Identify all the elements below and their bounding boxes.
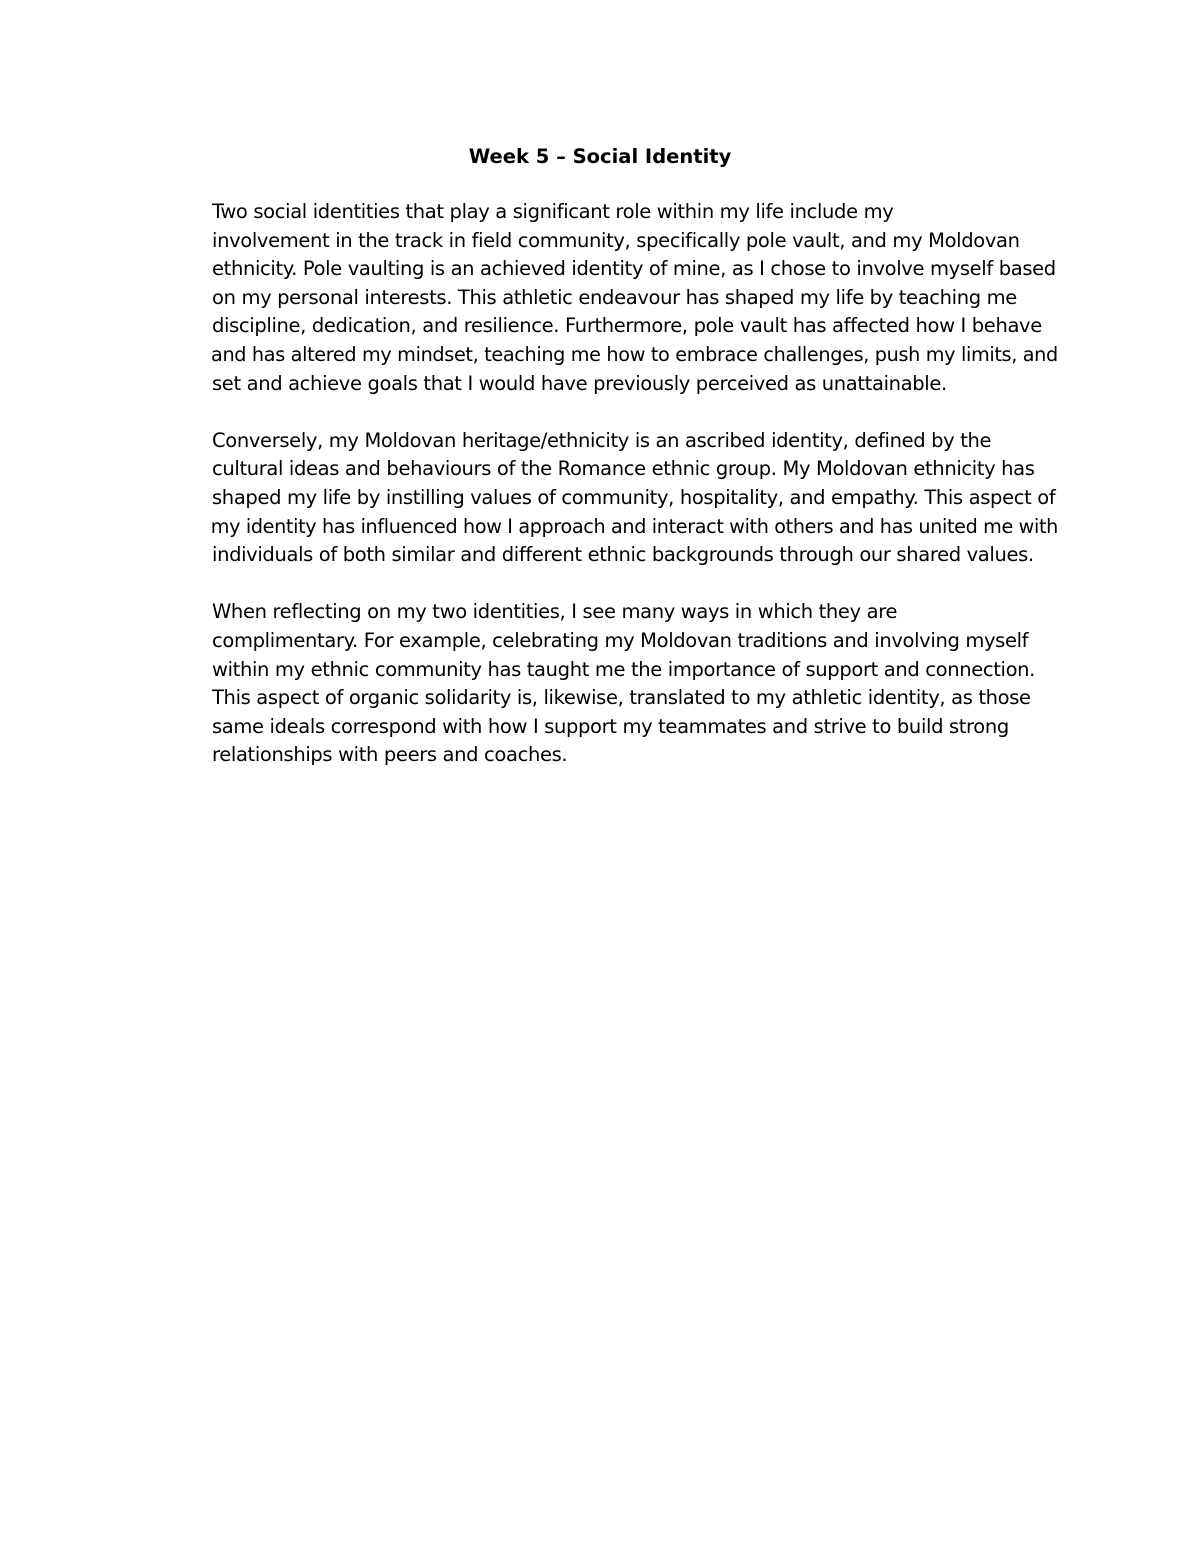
text-line: same ideals correspond with how I support my teammates and strive to build strong [212,714,1009,738]
text-line: and has altered my mindset, teaching me how to embrace challenges, push my limits, and [211,342,1058,366]
text-line: discipline, dedication, and resilience. Furthermore, pole vault has affected how I behave [212,314,1042,338]
paragraph-3 [142,598,1058,770]
text-line: relationships with peers and coaches. [212,743,568,767]
text-line: Two social identities that play a significant role within my life include my [212,200,894,223]
text-line: ethnicity. Pole vaulting is an achieved identity of mine, as I chose to involve myself based [212,257,1056,281]
text-line: cultural ideas and behaviours of the Romance ethnic group. My Moldovan ethnicity has [212,457,1035,481]
text-line: This aspect of organic solidarity is, likewise, translated to my athletic identity, as those [212,686,1031,710]
paragraph-2 [142,427,1058,570]
text-line: When reflecting on my two identities, I see many ways in which they are [212,600,898,624]
text-line: individuals of both similar and different ethnic backgrounds through our shared values. [212,543,1034,567]
document-body [142,198,1058,798]
paragraph-1 [142,198,1058,398]
text-line: involvement in the track in field community, specifically pole vault, and my Moldovan [212,228,1020,252]
text-line: on my personal interests. This athletic endeavour has shaped my life by teaching me [212,285,1017,309]
text-line: set and achieve goals that I would have previously perceived as unattainable. [212,371,947,395]
text-line: within my ethnic community has taught me the importance of support and connection. [212,657,1036,681]
text-line: complimentary. For example, celebrating my Moldovan traditions and involving myself [212,628,1029,652]
text-line: Conversely, my Moldovan heritage/ethnicity is an ascribed identity, defined by the [212,428,992,452]
text-line: shaped my life by instilling values of community, hospitality, and empathy. This aspect of [212,485,1056,509]
document-title: Week 5 – Social Identity [468,145,732,168]
text-line: my identity has influenced how I approach and interact with others and has united me with [210,514,1058,538]
